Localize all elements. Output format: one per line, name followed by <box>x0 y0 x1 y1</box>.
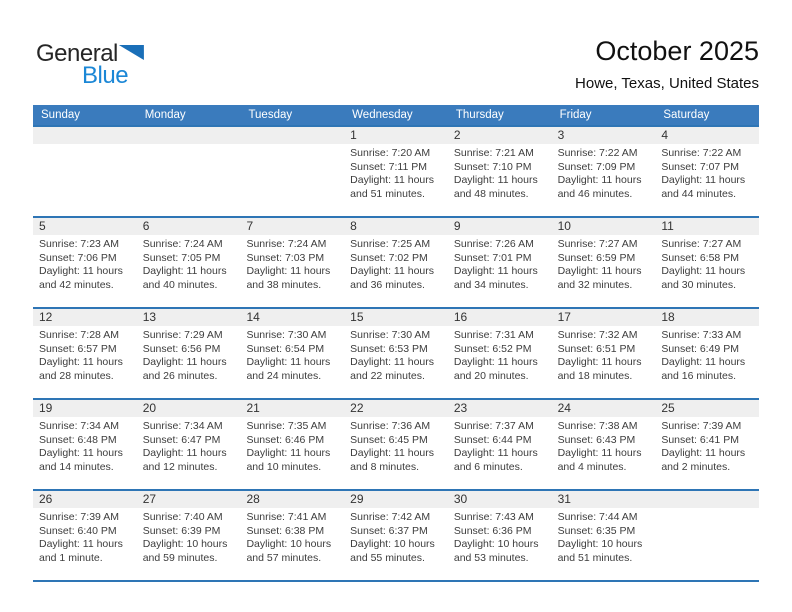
sunset-text: Sunset: 6:57 PM <box>39 342 117 355</box>
day-number: 27 <box>137 491 241 508</box>
sunrise-text: Sunrise: 7:27 AM <box>661 238 742 250</box>
day-number: 21 <box>240 400 344 417</box>
daylight-text: Daylight: 10 hours and 55 minutes. <box>350 538 435 564</box>
day-details <box>448 235 552 292</box>
day-cell <box>655 309 759 398</box>
sunrise-text: Sunrise: 7:27 AM <box>557 238 638 250</box>
daylight-text: Daylight: 11 hours and 2 minutes. <box>661 447 746 473</box>
day-number <box>33 127 137 144</box>
week-row <box>33 216 759 307</box>
daylight-text: Daylight: 11 hours and 36 minutes. <box>350 265 435 291</box>
sunset-text: Sunset: 7:06 PM <box>39 251 117 264</box>
day-number: 13 <box>137 309 241 326</box>
day-number: 28 <box>240 491 344 508</box>
weekday-wednesday: Wednesday <box>352 109 413 121</box>
sunrise-text: Sunrise: 7:24 AM <box>142 238 223 250</box>
day-cell <box>240 309 344 398</box>
week-row <box>33 307 759 398</box>
sunset-text: Sunset: 6:41 PM <box>661 433 739 446</box>
daylight-text: Daylight: 11 hours and 28 minutes. <box>39 356 123 382</box>
day-cell <box>448 218 552 307</box>
sunrise-text: Sunrise: 7:44 AM <box>557 511 638 523</box>
day-number <box>655 491 759 508</box>
day-details <box>137 417 241 474</box>
sunset-text: Sunset: 6:59 PM <box>557 251 636 264</box>
sunset-text: Sunset: 6:44 PM <box>453 433 532 446</box>
daylight-text: Daylight: 11 hours and 40 minutes. <box>142 265 227 291</box>
day-details <box>552 417 656 474</box>
sunset-text: Sunset: 7:10 PM <box>453 160 532 173</box>
sunrise-text: Sunrise: 7:22 AM <box>557 147 638 159</box>
day-details <box>448 508 552 565</box>
daylight-text: Daylight: 11 hours and 14 minutes. <box>39 447 123 473</box>
sunrise-text: Sunrise: 7:23 AM <box>39 238 119 250</box>
sunset-text: Sunset: 7:07 PM <box>661 160 739 173</box>
sunset-text: Sunset: 7:11 PM <box>350 160 428 173</box>
day-cell <box>344 309 448 398</box>
day-cell <box>240 218 344 307</box>
sunrise-text: Sunrise: 7:43 AM <box>453 511 534 523</box>
sunset-text: Sunset: 6:36 PM <box>453 524 532 537</box>
day-details <box>552 235 656 292</box>
sunrise-text: Sunrise: 7:21 AM <box>453 147 534 159</box>
sunset-text: Sunset: 6:45 PM <box>350 433 428 446</box>
day-number: 17 <box>552 309 656 326</box>
daylight-text: Daylight: 11 hours and 46 minutes. <box>557 174 642 200</box>
day-number: 10 <box>552 218 656 235</box>
day-cell <box>552 400 656 489</box>
sunrise-text: Sunrise: 7:32 AM <box>557 329 638 341</box>
day-details <box>448 417 552 474</box>
daylight-text: Daylight: 11 hours and 24 minutes. <box>246 356 331 382</box>
day-cell <box>655 127 759 216</box>
empty-day-cell <box>240 127 344 216</box>
day-number: 5 <box>33 218 137 235</box>
daylight-text: Daylight: 11 hours and 18 minutes. <box>557 356 642 382</box>
sunset-text: Sunset: 6:48 PM <box>39 433 117 446</box>
daylight-text: Daylight: 11 hours and 32 minutes. <box>557 265 642 291</box>
day-number: 6 <box>137 218 241 235</box>
day-details <box>240 144 344 147</box>
day-details <box>240 508 344 565</box>
daylight-text: Daylight: 11 hours and 12 minutes. <box>142 447 227 473</box>
sunrise-text: Sunrise: 7:30 AM <box>246 329 327 341</box>
daylight-text: Daylight: 10 hours and 51 minutes. <box>557 538 643 564</box>
day-number: 29 <box>344 491 448 508</box>
day-number: 31 <box>552 491 656 508</box>
day-cell <box>344 127 448 216</box>
sunrise-text: Sunrise: 7:40 AM <box>142 511 223 523</box>
day-details <box>344 144 448 201</box>
sunset-text: Sunset: 6:38 PM <box>246 524 325 537</box>
day-cell <box>448 400 552 489</box>
day-number: 16 <box>448 309 552 326</box>
day-cell <box>448 309 552 398</box>
daylight-text: Daylight: 11 hours and 8 minutes. <box>350 447 435 473</box>
day-number: 12 <box>33 309 137 326</box>
week-row <box>33 398 759 489</box>
daylight-text: Daylight: 11 hours and 48 minutes. <box>453 174 538 200</box>
sunrise-text: Sunrise: 7:28 AM <box>39 329 119 341</box>
sunrise-text: Sunrise: 7:37 AM <box>453 420 534 432</box>
day-details <box>655 235 759 292</box>
calendar-body <box>33 125 759 580</box>
day-details <box>448 144 552 201</box>
sunset-text: Sunset: 7:05 PM <box>142 251 221 264</box>
daylight-text: Daylight: 11 hours and 22 minutes. <box>350 356 435 382</box>
sunrise-text: Sunrise: 7:39 AM <box>39 511 119 523</box>
day-details <box>344 235 448 292</box>
daylight-text: Daylight: 11 hours and 20 minutes. <box>453 356 538 382</box>
day-cell <box>448 127 552 216</box>
day-number: 18 <box>655 309 759 326</box>
daylight-text: Daylight: 10 hours and 59 minutes. <box>142 538 228 564</box>
day-cell <box>552 309 656 398</box>
daylight-text: Daylight: 10 hours and 57 minutes. <box>246 538 332 564</box>
daylight-text: Daylight: 11 hours and 44 minutes. <box>661 174 746 200</box>
day-cell <box>137 309 241 398</box>
day-cell <box>344 218 448 307</box>
week-row <box>33 125 759 216</box>
day-number: 7 <box>240 218 344 235</box>
day-cell <box>552 127 656 216</box>
day-cell <box>137 218 241 307</box>
day-details <box>344 326 448 383</box>
sunrise-text: Sunrise: 7:34 AM <box>142 420 223 432</box>
day-details <box>33 417 137 474</box>
day-cell <box>655 218 759 307</box>
sunset-text: Sunset: 6:52 PM <box>453 342 532 355</box>
daylight-text: Daylight: 11 hours and 42 minutes. <box>39 265 123 291</box>
day-details <box>344 508 448 565</box>
weekday-header-row <box>33 105 759 125</box>
sunset-text: Sunset: 6:35 PM <box>557 524 636 537</box>
daylight-text: Daylight: 11 hours and 6 minutes. <box>453 447 538 473</box>
sunrise-text: Sunrise: 7:36 AM <box>350 420 431 432</box>
daylight-text: Daylight: 11 hours and 4 minutes. <box>557 447 642 473</box>
weekday-saturday: Saturday <box>663 109 710 121</box>
sunset-text: Sunset: 6:39 PM <box>142 524 221 537</box>
weekday-tuesday: Tuesday <box>248 109 293 121</box>
day-cell <box>33 309 137 398</box>
sunset-text: Sunset: 7:09 PM <box>557 160 636 173</box>
sunrise-text: Sunrise: 7:35 AM <box>246 420 327 432</box>
sunrise-text: Sunrise: 7:41 AM <box>246 511 327 523</box>
day-details <box>552 326 656 383</box>
sunset-text: Sunset: 6:51 PM <box>557 342 636 355</box>
day-number: 14 <box>240 309 344 326</box>
day-cell <box>552 491 656 580</box>
week-row <box>33 489 759 580</box>
sunrise-text: Sunrise: 7:25 AM <box>350 238 431 250</box>
day-number: 1 <box>344 127 448 144</box>
day-details <box>33 235 137 292</box>
daylight-text: Daylight: 11 hours and 10 minutes. <box>246 447 331 473</box>
daylight-text: Daylight: 10 hours and 53 minutes. <box>453 538 539 564</box>
day-cell <box>552 218 656 307</box>
sunset-text: Sunset: 6:46 PM <box>246 433 325 446</box>
day-number: 25 <box>655 400 759 417</box>
sunset-text: Sunset: 6:40 PM <box>39 524 117 537</box>
day-cell <box>33 400 137 489</box>
day-cell <box>33 491 137 580</box>
day-number: 26 <box>33 491 137 508</box>
sunrise-text: Sunrise: 7:24 AM <box>246 238 327 250</box>
day-details <box>655 417 759 474</box>
logo-triangle-icon <box>119 45 144 60</box>
day-cell <box>240 400 344 489</box>
day-number: 4 <box>655 127 759 144</box>
day-cell <box>137 491 241 580</box>
daylight-text: Daylight: 11 hours and 16 minutes. <box>661 356 746 382</box>
day-details <box>137 144 241 147</box>
day-number: 20 <box>137 400 241 417</box>
day-details <box>448 326 552 383</box>
logo-text-general: General <box>36 40 118 67</box>
weekday-sunday: Sunday <box>41 109 81 121</box>
sunrise-text: Sunrise: 7:22 AM <box>661 147 742 159</box>
sunrise-text: Sunrise: 7:34 AM <box>39 420 119 432</box>
day-number: 22 <box>344 400 448 417</box>
day-number: 30 <box>448 491 552 508</box>
day-number <box>240 127 344 144</box>
page-title: October 2025 <box>595 36 759 66</box>
day-cell <box>137 400 241 489</box>
weekday-monday: Monday <box>144 109 186 121</box>
day-details <box>240 326 344 383</box>
day-details <box>655 508 759 511</box>
day-details <box>655 326 759 383</box>
day-details <box>240 417 344 474</box>
day-number: 19 <box>33 400 137 417</box>
sunset-text: Sunset: 7:02 PM <box>350 251 428 264</box>
calendar-table <box>33 105 759 582</box>
day-details <box>552 144 656 201</box>
sunset-text: Sunset: 6:58 PM <box>661 251 739 264</box>
day-details <box>137 508 241 565</box>
day-details <box>240 235 344 292</box>
day-details <box>655 144 759 201</box>
sunrise-text: Sunrise: 7:20 AM <box>350 147 431 159</box>
daylight-text: Daylight: 11 hours and 1 minute. <box>39 538 123 564</box>
sunrise-text: Sunrise: 7:39 AM <box>661 420 742 432</box>
daylight-text: Daylight: 11 hours and 34 minutes. <box>453 265 538 291</box>
sunset-text: Sunset: 6:53 PM <box>350 342 428 355</box>
day-details <box>33 326 137 383</box>
empty-day-cell <box>137 127 241 216</box>
sunset-text: Sunset: 6:47 PM <box>142 433 221 446</box>
day-details <box>33 144 137 147</box>
day-number: 2 <box>448 127 552 144</box>
day-cell <box>448 491 552 580</box>
day-number: 8 <box>344 218 448 235</box>
weekday-thursday: Thursday <box>455 109 504 121</box>
daylight-text: Daylight: 11 hours and 51 minutes. <box>350 174 435 200</box>
sunset-text: Sunset: 6:56 PM <box>142 342 221 355</box>
title-block <box>575 36 759 92</box>
sunrise-text: Sunrise: 7:33 AM <box>661 329 742 341</box>
empty-day-cell <box>33 127 137 216</box>
day-details <box>344 417 448 474</box>
sunset-text: Sunset: 6:43 PM <box>557 433 636 446</box>
location-subtitle: Howe, Texas, United States <box>575 75 759 92</box>
day-cell <box>655 400 759 489</box>
day-details <box>33 508 137 565</box>
sunrise-text: Sunrise: 7:29 AM <box>142 329 223 341</box>
day-number <box>137 127 241 144</box>
sunrise-text: Sunrise: 7:42 AM <box>350 511 431 523</box>
sunset-text: Sunset: 6:54 PM <box>246 342 325 355</box>
daylight-text: Daylight: 11 hours and 30 minutes. <box>661 265 746 291</box>
day-number: 9 <box>448 218 552 235</box>
sunset-text: Sunset: 6:49 PM <box>661 342 739 355</box>
daylight-text: Daylight: 11 hours and 38 minutes. <box>246 265 331 291</box>
day-cell <box>344 491 448 580</box>
day-cell <box>240 491 344 580</box>
weekday-friday: Friday <box>559 109 592 121</box>
day-number: 24 <box>552 400 656 417</box>
logo-text-blue: Blue <box>82 62 129 89</box>
sunrise-text: Sunrise: 7:26 AM <box>453 238 534 250</box>
sunset-text: Sunset: 6:37 PM <box>350 524 428 537</box>
day-details <box>137 326 241 383</box>
day-number: 15 <box>344 309 448 326</box>
empty-day-cell <box>655 491 759 580</box>
sunset-text: Sunset: 7:01 PM <box>453 251 532 264</box>
day-details <box>137 235 241 292</box>
sunrise-text: Sunrise: 7:30 AM <box>350 329 431 341</box>
sunset-text: Sunset: 7:03 PM <box>246 251 325 264</box>
day-number: 23 <box>448 400 552 417</box>
sunrise-text: Sunrise: 7:38 AM <box>557 420 638 432</box>
daylight-text: Daylight: 11 hours and 26 minutes. <box>142 356 227 382</box>
sunrise-text: Sunrise: 7:31 AM <box>453 329 534 341</box>
general-blue-logo <box>36 40 144 89</box>
day-cell <box>344 400 448 489</box>
day-number: 11 <box>655 218 759 235</box>
day-cell <box>33 218 137 307</box>
day-number: 3 <box>552 127 656 144</box>
day-details <box>552 508 656 565</box>
